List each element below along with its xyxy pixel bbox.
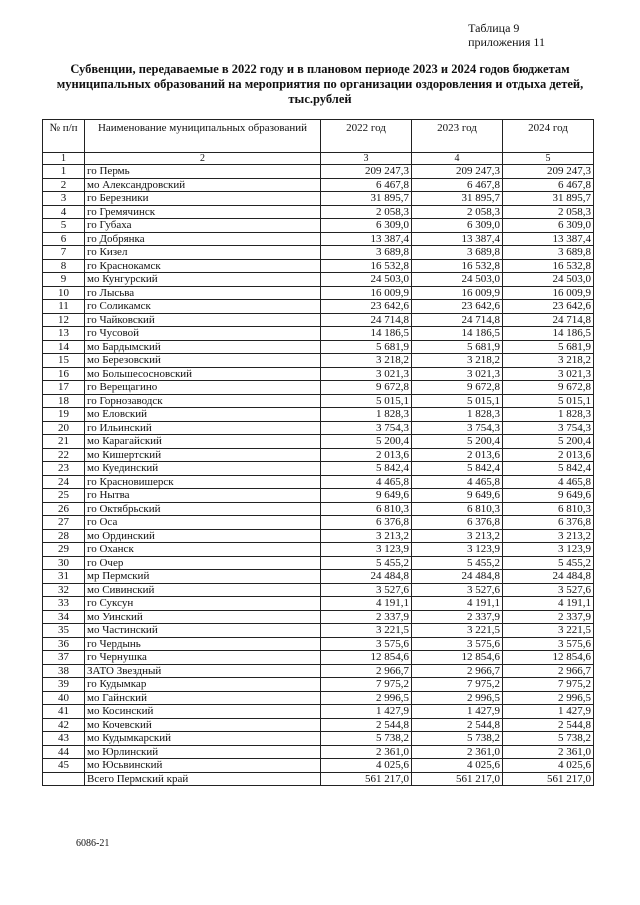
- table-row: [43, 178, 594, 192]
- row-number: 13: [43, 327, 85, 341]
- municipality-name: мр Пермский: [85, 570, 321, 584]
- value-2022: 4 025,6: [321, 759, 412, 773]
- row-number: 21: [43, 435, 85, 449]
- row-number: 11: [43, 300, 85, 314]
- value-2024: 5 200,4: [503, 435, 594, 449]
- value-2023: 2 013,6: [412, 448, 503, 462]
- municipality-name: го Оса: [85, 516, 321, 530]
- municipality-name: мо Карагайский: [85, 435, 321, 449]
- total-2023: 561 217,0: [412, 772, 503, 786]
- table-row: [43, 435, 594, 449]
- row-number: 2: [43, 178, 85, 192]
- table-row: [43, 745, 594, 759]
- municipality-name: мо Юрлинский: [85, 745, 321, 759]
- value-2024: 1 427,9: [503, 705, 594, 719]
- municipality-name: го Кизел: [85, 246, 321, 260]
- table-row: [43, 421, 594, 435]
- value-2022: 3 575,6: [321, 637, 412, 651]
- table-row: [43, 286, 594, 300]
- row-number: 1: [43, 165, 85, 179]
- table-row: [43, 610, 594, 624]
- value-2023: 5 455,2: [412, 556, 503, 570]
- value-2022: 2 966,7: [321, 664, 412, 678]
- value-2024: 3 221,5: [503, 624, 594, 638]
- municipality-name: го Добрянка: [85, 232, 321, 246]
- header-number: № п/п: [43, 120, 85, 153]
- row-number: 45: [43, 759, 85, 773]
- row-number: 29: [43, 543, 85, 557]
- table-row: [43, 313, 594, 327]
- value-2024: 209 247,3: [503, 165, 594, 179]
- value-2022: 2 058,3: [321, 205, 412, 219]
- value-2024: 4 025,6: [503, 759, 594, 773]
- municipality-name: го Суксун: [85, 597, 321, 611]
- table-row: [43, 354, 594, 368]
- value-2024: 31 895,7: [503, 192, 594, 206]
- table-row: [43, 583, 594, 597]
- value-2024: 4 191,1: [503, 597, 594, 611]
- value-2023: 3 218,2: [412, 354, 503, 368]
- header-2024: 2024 год: [503, 120, 594, 153]
- subsidies-table: [42, 119, 594, 786]
- municipality-name: го Верещагино: [85, 381, 321, 395]
- value-2022: 2 361,0: [321, 745, 412, 759]
- value-2024: 3 021,3: [503, 367, 594, 381]
- value-2023: 3 213,2: [412, 529, 503, 543]
- row-number: 20: [43, 421, 85, 435]
- value-2022: 31 895,7: [321, 192, 412, 206]
- table-row: [43, 219, 594, 233]
- row-number: 36: [43, 637, 85, 651]
- value-2024: 3 123,9: [503, 543, 594, 557]
- table-row: [43, 448, 594, 462]
- row-number: 42: [43, 718, 85, 732]
- value-2024: 5 842,4: [503, 462, 594, 476]
- value-2024: 5 681,9: [503, 340, 594, 354]
- column-index: 5: [503, 153, 594, 165]
- value-2023: 5 681,9: [412, 340, 503, 354]
- value-2024: 1 828,3: [503, 408, 594, 422]
- value-2024: 9 672,8: [503, 381, 594, 395]
- total-row: [43, 772, 594, 786]
- table-row: [43, 165, 594, 179]
- row-number: 6: [43, 232, 85, 246]
- municipality-name: мо Частинский: [85, 624, 321, 638]
- municipality-name: го Гремячинск: [85, 205, 321, 219]
- municipality-name: мо Косинский: [85, 705, 321, 719]
- value-2022: 9 649,6: [321, 489, 412, 503]
- municipality-name: мо Юсьвинский: [85, 759, 321, 773]
- value-2023: 1 427,9: [412, 705, 503, 719]
- table-row: [43, 327, 594, 341]
- table-row: [43, 718, 594, 732]
- value-2024: 14 186,5: [503, 327, 594, 341]
- value-2022: 5 455,2: [321, 556, 412, 570]
- value-2023: 16 532,8: [412, 259, 503, 273]
- municipality-name: го Пермь: [85, 165, 321, 179]
- value-2022: 9 672,8: [321, 381, 412, 395]
- value-2024: 4 465,8: [503, 475, 594, 489]
- row-number: 31: [43, 570, 85, 584]
- value-2023: 1 828,3: [412, 408, 503, 422]
- title-line-3: тыс.рублей: [288, 92, 352, 106]
- municipality-name: мо Ординский: [85, 529, 321, 543]
- value-2023: 4 465,8: [412, 475, 503, 489]
- value-2024: 3 213,2: [503, 529, 594, 543]
- column-index: 1: [43, 153, 85, 165]
- row-number: 39: [43, 678, 85, 692]
- value-2023: 5 738,2: [412, 732, 503, 746]
- value-2022: 13 387,4: [321, 232, 412, 246]
- table-row: [43, 691, 594, 705]
- value-2022: 6 810,3: [321, 502, 412, 516]
- municipality-name: го Оханск: [85, 543, 321, 557]
- value-2022: 3 123,9: [321, 543, 412, 557]
- municipality-name: мо Александровский: [85, 178, 321, 192]
- municipality-name: го Ильинский: [85, 421, 321, 435]
- table-row: [43, 624, 594, 638]
- row-number: 27: [43, 516, 85, 530]
- value-2024: 6 309,0: [503, 219, 594, 233]
- municipality-name: мо Кунгурский: [85, 273, 321, 287]
- value-2023: 5 200,4: [412, 435, 503, 449]
- municipality-name: го Нытва: [85, 489, 321, 503]
- value-2023: 2 058,3: [412, 205, 503, 219]
- value-2023: 3 689,8: [412, 246, 503, 260]
- municipality-name: го Кудымкар: [85, 678, 321, 692]
- table-number: Таблица 9: [468, 21, 520, 35]
- value-2022: 24 503,0: [321, 273, 412, 287]
- table-row: [43, 705, 594, 719]
- row-number: 26: [43, 502, 85, 516]
- value-2024: 2 361,0: [503, 745, 594, 759]
- value-2023: 3 221,5: [412, 624, 503, 638]
- row-number: 5: [43, 219, 85, 233]
- row-number: 9: [43, 273, 85, 287]
- table-row: [43, 475, 594, 489]
- row-number: 28: [43, 529, 85, 543]
- value-2022: 3 021,3: [321, 367, 412, 381]
- value-2022: 3 527,6: [321, 583, 412, 597]
- table-row: [43, 232, 594, 246]
- value-2023: 3 123,9: [412, 543, 503, 557]
- value-2022: 3 689,8: [321, 246, 412, 260]
- table-row: [43, 381, 594, 395]
- row-number: 38: [43, 664, 85, 678]
- value-2022: 1 427,9: [321, 705, 412, 719]
- table-row: [43, 300, 594, 314]
- value-2023: 7 975,2: [412, 678, 503, 692]
- value-2023: 5 015,1: [412, 394, 503, 408]
- value-2024: 24 714,8: [503, 313, 594, 327]
- value-2023: 6 810,3: [412, 502, 503, 516]
- value-2022: 6 376,8: [321, 516, 412, 530]
- value-2024: 2 058,3: [503, 205, 594, 219]
- value-2024: 5 455,2: [503, 556, 594, 570]
- appendix-number: приложения 11: [468, 35, 545, 49]
- row-number: 15: [43, 354, 85, 368]
- table-row: [43, 394, 594, 408]
- municipality-name: мо Большесосновский: [85, 367, 321, 381]
- value-2023: 209 247,3: [412, 165, 503, 179]
- table-row: [43, 651, 594, 665]
- row-number: 22: [43, 448, 85, 462]
- value-2023: 13 387,4: [412, 232, 503, 246]
- row-number: 4: [43, 205, 85, 219]
- municipality-name: го Чайковский: [85, 313, 321, 327]
- municipality-name: го Чердынь: [85, 637, 321, 651]
- value-2022: 3 218,2: [321, 354, 412, 368]
- municipality-name: мо Бардымский: [85, 340, 321, 354]
- row-number: 37: [43, 651, 85, 665]
- municipality-name: го Березники: [85, 192, 321, 206]
- value-2024: 2 996,5: [503, 691, 594, 705]
- value-2022: 3 221,5: [321, 624, 412, 638]
- value-2024: 6 467,8: [503, 178, 594, 192]
- row-number: 41: [43, 705, 85, 719]
- title-line-2: муниципальных образований на мероприятия по организации оздоровления и отдыха детей,: [56, 77, 584, 91]
- row-number: 44: [43, 745, 85, 759]
- value-2023: 9 649,6: [412, 489, 503, 503]
- table-row: [43, 759, 594, 773]
- value-2023: 3 754,3: [412, 421, 503, 435]
- municipality-name: го Краснокамск: [85, 259, 321, 273]
- value-2024: 5 738,2: [503, 732, 594, 746]
- table-row: [43, 570, 594, 584]
- value-2023: 3 527,6: [412, 583, 503, 597]
- row-number: 19: [43, 408, 85, 422]
- municipality-name: го Губаха: [85, 219, 321, 233]
- table-row: [43, 556, 594, 570]
- column-index: 4: [412, 153, 503, 165]
- value-2022: 4 191,1: [321, 597, 412, 611]
- municipality-name: го Лысьва: [85, 286, 321, 300]
- table-row: [43, 732, 594, 746]
- municipality-name: мо Кишертский: [85, 448, 321, 462]
- value-2023: 24 714,8: [412, 313, 503, 327]
- value-2022: 5 015,1: [321, 394, 412, 408]
- value-2022: 1 828,3: [321, 408, 412, 422]
- value-2023: 2 361,0: [412, 745, 503, 759]
- municipality-name: мо Еловский: [85, 408, 321, 422]
- value-2024: 16 009,9: [503, 286, 594, 300]
- municipality-name: мо Березовский: [85, 354, 321, 368]
- value-2023: 6 467,8: [412, 178, 503, 192]
- municipality-name: го Чусовой: [85, 327, 321, 341]
- value-2022: 14 186,5: [321, 327, 412, 341]
- table-body: [43, 165, 594, 773]
- table-row: [43, 408, 594, 422]
- value-2024: 7 975,2: [503, 678, 594, 692]
- table-row: [43, 637, 594, 651]
- table-row: [43, 367, 594, 381]
- total-label: Всего Пермский край: [85, 772, 321, 786]
- municipality-name: мо Куединский: [85, 462, 321, 476]
- value-2023: 31 895,7: [412, 192, 503, 206]
- municipality-name: го Горнозаводск: [85, 394, 321, 408]
- value-2024: 24 484,8: [503, 570, 594, 584]
- value-2024: 3 527,6: [503, 583, 594, 597]
- municipality-name: ЗАТО Звездный: [85, 664, 321, 678]
- value-2022: 5 681,9: [321, 340, 412, 354]
- value-2022: 2 544,8: [321, 718, 412, 732]
- value-2022: 24 484,8: [321, 570, 412, 584]
- value-2023: 16 009,9: [412, 286, 503, 300]
- row-number: 30: [43, 556, 85, 570]
- value-2024: 5 015,1: [503, 394, 594, 408]
- value-2023: 2 337,9: [412, 610, 503, 624]
- value-2024: 2 544,8: [503, 718, 594, 732]
- value-2024: 2 337,9: [503, 610, 594, 624]
- value-2023: 3 575,6: [412, 637, 503, 651]
- value-2024: 6 810,3: [503, 502, 594, 516]
- table-reference: [468, 21, 545, 49]
- row-number: 35: [43, 624, 85, 638]
- value-2022: 16 009,9: [321, 286, 412, 300]
- row-number: 14: [43, 340, 85, 354]
- value-2023: 23 642,6: [412, 300, 503, 314]
- value-2022: 3 213,2: [321, 529, 412, 543]
- value-2022: 5 842,4: [321, 462, 412, 476]
- total-number: [43, 772, 85, 786]
- municipality-name: го Чернушка: [85, 651, 321, 665]
- value-2023: 4 025,6: [412, 759, 503, 773]
- value-2023: 6 376,8: [412, 516, 503, 530]
- value-2024: 24 503,0: [503, 273, 594, 287]
- value-2022: 23 642,6: [321, 300, 412, 314]
- total-2022: 561 217,0: [321, 772, 412, 786]
- value-2023: 9 672,8: [412, 381, 503, 395]
- value-2022: 5 738,2: [321, 732, 412, 746]
- value-2024: 6 376,8: [503, 516, 594, 530]
- value-2024: 3 575,6: [503, 637, 594, 651]
- value-2022: 6 309,0: [321, 219, 412, 233]
- row-number: 8: [43, 259, 85, 273]
- row-number: 3: [43, 192, 85, 206]
- row-number: 17: [43, 381, 85, 395]
- value-2022: 2 337,9: [321, 610, 412, 624]
- row-number: 7: [43, 246, 85, 260]
- row-number: 10: [43, 286, 85, 300]
- value-2022: 16 532,8: [321, 259, 412, 273]
- table-row: [43, 462, 594, 476]
- value-2022: 7 975,2: [321, 678, 412, 692]
- header-municipality: Наименование муниципальных образований: [85, 120, 321, 153]
- value-2024: 2 966,7: [503, 664, 594, 678]
- value-2023: 5 842,4: [412, 462, 503, 476]
- municipality-name: мо Гайнский: [85, 691, 321, 705]
- municipality-name: мо Уинский: [85, 610, 321, 624]
- row-number: 34: [43, 610, 85, 624]
- value-2022: 5 200,4: [321, 435, 412, 449]
- header-row: [43, 120, 594, 153]
- municipality-name: го Очер: [85, 556, 321, 570]
- value-2023: 14 186,5: [412, 327, 503, 341]
- row-number: 24: [43, 475, 85, 489]
- table-row: [43, 516, 594, 530]
- column-index: 3: [321, 153, 412, 165]
- column-index: 2: [85, 153, 321, 165]
- table-row: [43, 246, 594, 260]
- row-number: 25: [43, 489, 85, 503]
- value-2022: 3 754,3: [321, 421, 412, 435]
- header-2022: 2022 год: [321, 120, 412, 153]
- row-number: 16: [43, 367, 85, 381]
- row-number: 33: [43, 597, 85, 611]
- document-code: 6086-21: [76, 838, 110, 849]
- value-2023: 2 966,7: [412, 664, 503, 678]
- municipality-name: го Соликамск: [85, 300, 321, 314]
- municipality-name: го Октябрьский: [85, 502, 321, 516]
- document-title: [40, 62, 600, 107]
- table-row: [43, 273, 594, 287]
- value-2022: 12 854,6: [321, 651, 412, 665]
- value-2024: 2 013,6: [503, 448, 594, 462]
- value-2022: 6 467,8: [321, 178, 412, 192]
- row-number: 40: [43, 691, 85, 705]
- value-2024: 23 642,6: [503, 300, 594, 314]
- value-2023: 2 544,8: [412, 718, 503, 732]
- value-2022: 2 996,5: [321, 691, 412, 705]
- column-index-row: [43, 153, 594, 165]
- table-row: [43, 678, 594, 692]
- table-row: [43, 529, 594, 543]
- value-2024: 9 649,6: [503, 489, 594, 503]
- row-number: 32: [43, 583, 85, 597]
- table-row: [43, 205, 594, 219]
- value-2023: 6 309,0: [412, 219, 503, 233]
- value-2023: 12 854,6: [412, 651, 503, 665]
- total-2024: 561 217,0: [503, 772, 594, 786]
- row-number: 12: [43, 313, 85, 327]
- value-2024: 16 532,8: [503, 259, 594, 273]
- row-number: 43: [43, 732, 85, 746]
- value-2024: 3 218,2: [503, 354, 594, 368]
- value-2023: 24 484,8: [412, 570, 503, 584]
- table-row: [43, 664, 594, 678]
- header-2023: 2023 год: [412, 120, 503, 153]
- value-2024: 3 689,8: [503, 246, 594, 260]
- table-row: [43, 192, 594, 206]
- value-2023: 4 191,1: [412, 597, 503, 611]
- value-2022: 2 013,6: [321, 448, 412, 462]
- value-2024: 13 387,4: [503, 232, 594, 246]
- table-row: [43, 340, 594, 354]
- municipality-name: мо Сивинский: [85, 583, 321, 597]
- value-2023: 24 503,0: [412, 273, 503, 287]
- value-2022: 24 714,8: [321, 313, 412, 327]
- municipality-name: го Красновишерск: [85, 475, 321, 489]
- value-2024: 3 754,3: [503, 421, 594, 435]
- value-2024: 12 854,6: [503, 651, 594, 665]
- municipality-name: мо Кудымкарский: [85, 732, 321, 746]
- title-line-1: Субвенции, передаваемые в 2022 году и в плановом периоде 2023 и 2024 годов бюджетам: [70, 62, 570, 76]
- row-number: 18: [43, 394, 85, 408]
- table-row: [43, 543, 594, 557]
- value-2022: 209 247,3: [321, 165, 412, 179]
- value-2023: 3 021,3: [412, 367, 503, 381]
- municipality-name: мо Кочевский: [85, 718, 321, 732]
- row-number: 23: [43, 462, 85, 476]
- table-row: [43, 259, 594, 273]
- table-row: [43, 502, 594, 516]
- value-2022: 4 465,8: [321, 475, 412, 489]
- table-row: [43, 489, 594, 503]
- value-2023: 2 996,5: [412, 691, 503, 705]
- table-row: [43, 597, 594, 611]
